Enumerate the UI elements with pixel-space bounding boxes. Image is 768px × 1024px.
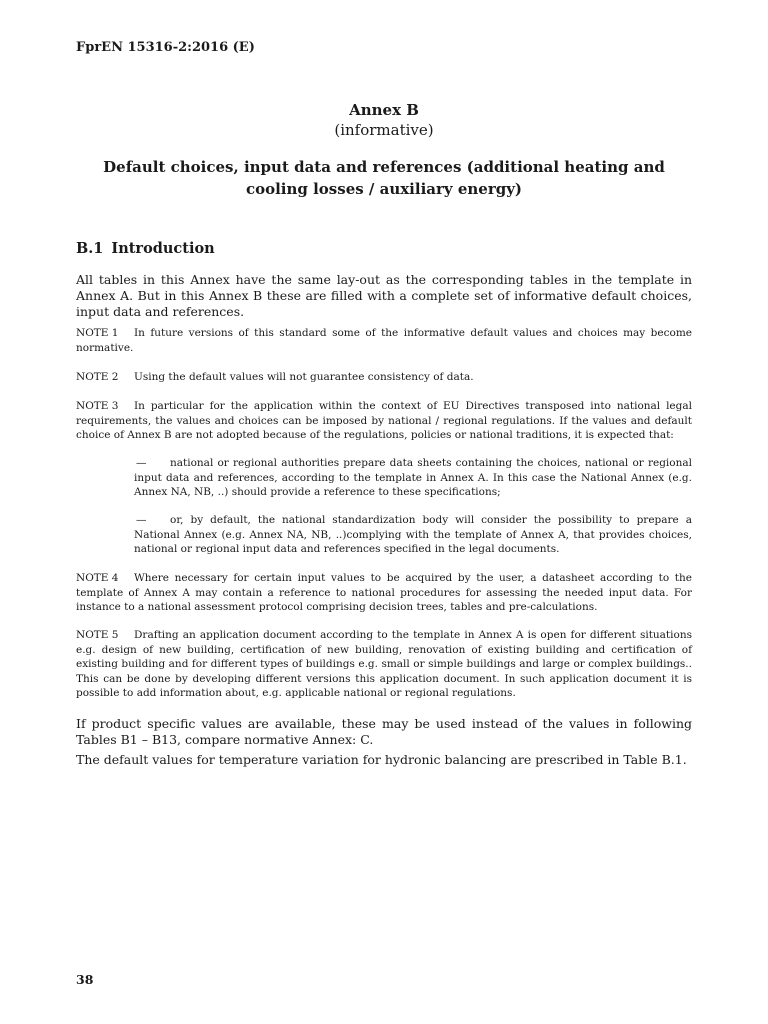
dash-item-text: or, by default, the national standardization body will consider the possibility to prepare a National Annex (e.g. Annex NA, NB, ..)complying with the template of Annex A, that provides choices, national or regional input data and references specified in the legal documents. [134,514,692,555]
note-label: NOTE 5 [76,629,119,641]
dash-marker: — [136,514,147,526]
main-title: Default choices, input data and references (additional heating and cooling losses / auxiliary energy) [103,158,665,198]
note-text: Drafting an application document according to the template in Annex A is open for different situations e.g. design of new building, certification of new building, renovation of existing building and certification of existing building and for different types of buildings e.g. small or simple buildings and large or complex buildings.. This can be done by developing different versions this application document. In such application document it is possible to add information about, e.g. applicable national or regional regulations. [76,629,692,699]
note-text: In particular for the application within the context of EU Directives transposed into national legal requirements, the values and choices can be imposed by national / regional regulations. If the values and default choice of Annex B are not adopted because of the regulations, policies or national traditions, it is expected that: [76,400,692,441]
document-id: FprEN 15316-2:2016 (E) [76,40,255,55]
note-label: NOTE 3 [76,400,119,412]
note-4 [76,571,692,615]
dash-item-text: national or regional authorities prepare data sheets containing the choices, national or regional input data and references, according to the template in Annex A. In this case the National Annex (e.g. Annex NA, NB, ..) should provide a reference to these specifications; [134,457,692,498]
note-text: In future versions of this standard some of the informative default values and choices may become normative. [76,327,692,354]
note-3 [76,399,692,443]
annex-title: Annex B [349,101,419,119]
annex-subtitle: (informative) [334,121,434,139]
note-label: NOTE 2 [76,371,119,383]
section-heading [76,240,215,257]
intro-paragraph: All tables in this Annex have the same lay-out as the corresponding tables in the template in Annex A. But in this Annex B these are filled with a complete set of informative default choices, input data and references. [76,272,692,319]
section-number: B.1 [76,240,104,257]
note-text: Where necessary for certain input values to be acquired by the user, a datasheet according to the template of Annex A may contain a reference to national procedures for assessing the needed input data. For instance to a national assessment protocol comprising decision trees, tables and pre-calculations. [76,572,692,613]
page-number: 38 [76,972,94,987]
dash-item-2 [134,513,692,557]
note-5 [76,628,692,701]
note-label: NOTE 1 [76,327,119,339]
section-title: Introduction [111,240,215,257]
note-1 [76,326,692,355]
default-values-paragraph: The default values for temperature variation for hydronic balancing are prescribed in Table B.1. [76,752,687,767]
dash-marker: — [136,457,147,469]
dash-item-1 [134,456,692,500]
note-text: Using the default values will not guarantee consistency of data. [134,371,474,383]
note-label: NOTE 4 [76,572,119,584]
note-2 [76,370,692,385]
product-values-paragraph: If product specific values are available, these may be used instead of the values in following Tables B1 – B13, compare normative Annex: C. [76,716,692,747]
